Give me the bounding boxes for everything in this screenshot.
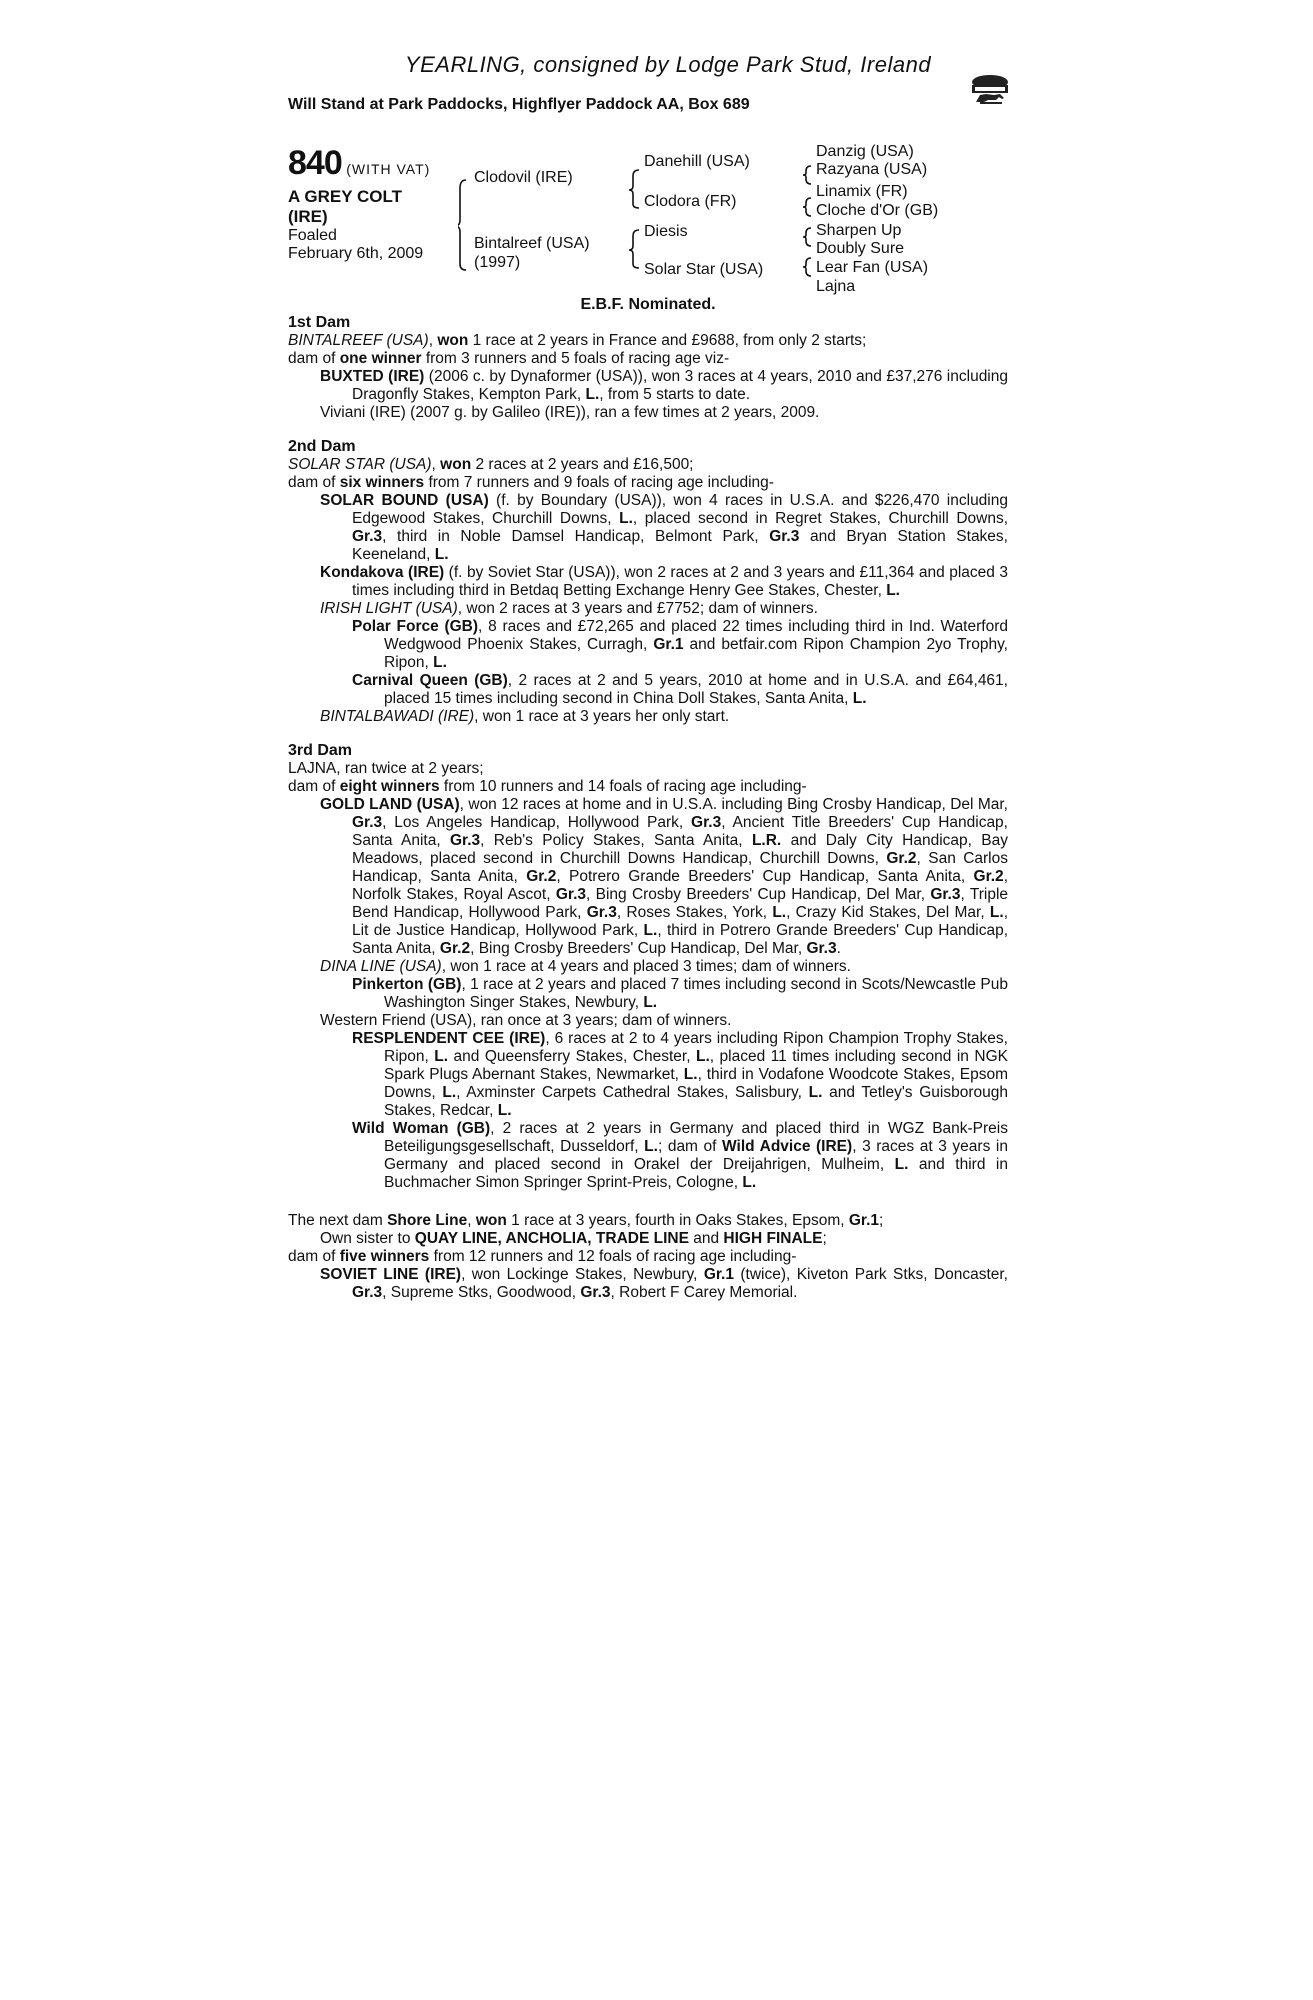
- stand-location: Will Stand at Park Paddocks, Highflyer Paddock AA, Box 689: [288, 96, 750, 113]
- dam3-line2: dam of eight winners from 10 runners and 14 foals of racing age including-: [288, 778, 807, 795]
- dam1-line2: dam of one winner from 3 runners and 5 foals of racing age viz-: [288, 350, 730, 367]
- dam3-line1: LAJNA, ran twice at 2 years;: [288, 760, 484, 777]
- foaled-label: Foaled: [288, 227, 337, 244]
- pedigree-dam-sire: Diesis: [644, 223, 688, 240]
- pedigree-g8: Lajna: [816, 278, 856, 295]
- dam1-viviani: Viviani (IRE) (2007 g. by Galileo (IRE)), ran a few times at 2 years, 2009.: [320, 404, 820, 421]
- foaled-date: February 6th, 2009: [288, 245, 424, 262]
- pedigree-sire: Clodovil (IRE): [474, 169, 573, 186]
- dam2-line2: dam of six winners from 7 runners and 9 foals of racing age including-: [288, 474, 774, 491]
- lot-number: 840: [288, 144, 342, 182]
- dam3-heading: 3rd Dam: [288, 742, 353, 759]
- pedigree-g1: Danzig (USA): [816, 143, 914, 160]
- pedigree-g7: Lear Fan (USA): [816, 259, 929, 276]
- dam1-buxted: BUXTED (IRE) (2006 c. by Dynaformer (USA)), won 3 races at 4 years, 2010 and £37,276 including Dragonfly Stakes, Kempton Park, L., from 5 starts to date.: [320, 368, 1008, 403]
- pedigree-sire-sire: Danehill (USA): [644, 153, 750, 170]
- nextdam-own-sister: Own sister to QUAY LINE, ANCHOLIA, TRADE LINE and HIGH FINALE;: [320, 1230, 827, 1247]
- dam2-irish-light: IRISH LIGHT (USA), won 2 races at 3 years and £7752; dam of winners.: [320, 600, 818, 617]
- pedigree-dam-year: (1997): [474, 254, 521, 271]
- pedigree-sire-dam: Clodora (FR): [644, 193, 737, 210]
- dam1-line1: BINTALREEF (USA), won 1 race at 2 years in France and £9688, from only 2 starts;: [288, 332, 867, 349]
- dam1-heading: 1st Dam: [288, 314, 351, 331]
- dam3-western-friend: Western Friend (USA), ran once at 3 years; dam of winners.: [320, 1012, 732, 1029]
- dam3-pinkerton: Pinkerton (GB), 1 race at 2 years and placed 7 times including second in Scots/Newcastle Pub Washington Singer Stakes, Newbury, L.: [352, 976, 1008, 1011]
- dam2-kondakova: Kondakova (IRE) (f. by Soviet Star (USA)), won 2 races at 2 and 3 years and £11,364 and placed 3 times including third in Betdaq Betting Exchange Henry Gee Stakes, Chester, L.: [320, 564, 1008, 599]
- pedigree-dam-dam: Solar Star (USA): [644, 261, 764, 278]
- stud-logo-icon: [966, 68, 1014, 108]
- consignment-header: YEARLING, consigned by Lodge Park Stud, Ireland: [404, 52, 932, 77]
- dam-records: [288, 314, 1008, 1302]
- pedigree-g4: Cloche d'Or (GB): [816, 202, 939, 219]
- dam3-dina-line: DINA LINE (USA), won 1 race at 4 years and placed 3 times; dam of winners.: [320, 958, 851, 975]
- colt-desc-2: (IRE): [288, 207, 328, 226]
- dam2-bintalbawadi: BINTALBAWADI (IRE), won 1 race at 3 years her only start.: [320, 708, 730, 725]
- vat-label: (WITH VAT): [346, 161, 431, 177]
- colt-desc-1: A GREY COLT: [288, 187, 402, 206]
- dam3-resplendent-cee: RESPLENDENT CEE (IRE), 6 races at 2 to 4 years including Ripon Champion Trophy Stakes, Ripon, L. and Queensferry Stakes, Chester, L., placed 11 times including second in NGK Spark Plugs Abernant Stakes, Newmarket, L., third in Vodafone Woodcote Stakes, Epsom Downs, L., Axminster Carpets Cathedral Stakes, Salisbury, L. and Tetley's Guisborough Stakes, Redcar, L.: [352, 1030, 1008, 1119]
- pedigree-g2: Razyana (USA): [816, 161, 928, 178]
- dam3-wild-woman: Wild Woman (GB), 2 races at 2 years in Germany and placed third in WGZ Bank-Preis Beteiligungsgesellschaft, Dusseldorf, L.; dam of Wild Advice (IRE), 3 races at 3 years in Germany and placed second in Orakel der Dreijahrigen, Mulheim, L. and third in Buchmacher Simon Springer Sprint-Preis, Cologne, L.: [352, 1120, 1009, 1191]
- pedigree-g6: Doubly Sure: [816, 240, 905, 257]
- dam3-gold-land: GOLD LAND (USA), won 12 races at home and in U.S.A. including Bing Crosby Handicap, Del Mar, Gr.3, Los Angeles Handicap, Hollywood Park, Gr.3, Ancient Title Breeders' Cup Handicap, Santa Anita, Gr.3, Reb's Policy Stakes, Santa Anita, L.R. and Daly City Handicap, Bay Meadows, placed second in Churchill Downs Handicap, Churchill Downs, Gr.2, San Carlos Handicap, Santa Anita, Gr.2, Potrero Grande Breeders' Cup Handicap, Santa Anita, Gr.2, Norfolk Stakes, Royal Ascot, Gr.3, Bing Crosby Breeders' Cup Handicap, Del Mar, Gr.3, Triple Bend Handicap, Hollywood Park, Gr.3, Roses Stakes, York, L., Crazy Kid Stakes, Del Mar, L., Lit de Justice Handicap, Hollywood Park, L., third in Potrero Grande Breeders' Cup Handicap, Santa Anita, Gr.2, Bing Crosby Breeders' Cup Handicap, Del Mar, Gr.3.: [320, 796, 1009, 957]
- pedigree-dam: Bintalreef (USA): [474, 235, 590, 252]
- pedigree-g3: Linamix (FR): [816, 183, 908, 200]
- nextdam-soviet-line: SOVIET LINE (IRE), won Lockinge Stakes, Newbury, Gr.1 (twice), Kiveton Park Stks, Doncaster, Gr.3, Supreme Stks, Goodwood, Gr.3, Robert F Carey Memorial.: [320, 1266, 1008, 1301]
- nextdam-line1: The next dam Shore Line, won 1 race at 3 years, fourth in Oaks Stakes, Epsom, Gr.1;: [288, 1212, 884, 1229]
- pedigree-g5: Sharpen Up: [816, 222, 902, 239]
- ebf-nomination: E.B.F. Nominated.: [580, 296, 716, 313]
- dam2-line1: SOLAR STAR (USA), won 2 races at 2 years and £16,500;: [288, 456, 694, 473]
- dam2-polar-force: Polar Force (GB), 8 races and £72,265 and placed 22 times including third in Ind. Waterford Wedgwood Phoenix Stakes, Curragh, Gr.1 and betfair.com Ripon Champion 2yo Trophy, Ripon, L.: [352, 618, 1008, 671]
- nextdam-dam-of: dam of five winners from 12 runners and 12 foals of racing age including-: [288, 1248, 797, 1265]
- catalogue-page: [288, 52, 1009, 1301]
- dam2-heading: 2nd Dam: [288, 438, 356, 455]
- dam2-carnival-queen: Carnival Queen (GB), 2 races at 2 and 5 years, 2010 at home and in U.S.A. and £64,461, placed 15 times including second in China Doll Stakes, Santa Anita, L.: [352, 672, 1008, 707]
- dam2-solar-bound: SOLAR BOUND (USA) (f. by Boundary (USA)), won 4 races in U.S.A. and $226,470 including Edgewood Stakes, Churchill Downs, L., placed second in Regret Stakes, Churchill Downs, Gr.3, third in Noble Damsel Handicap, Belmont Park, Gr.3 and Bryan Station Stakes, Keeneland, L.: [320, 492, 1008, 563]
